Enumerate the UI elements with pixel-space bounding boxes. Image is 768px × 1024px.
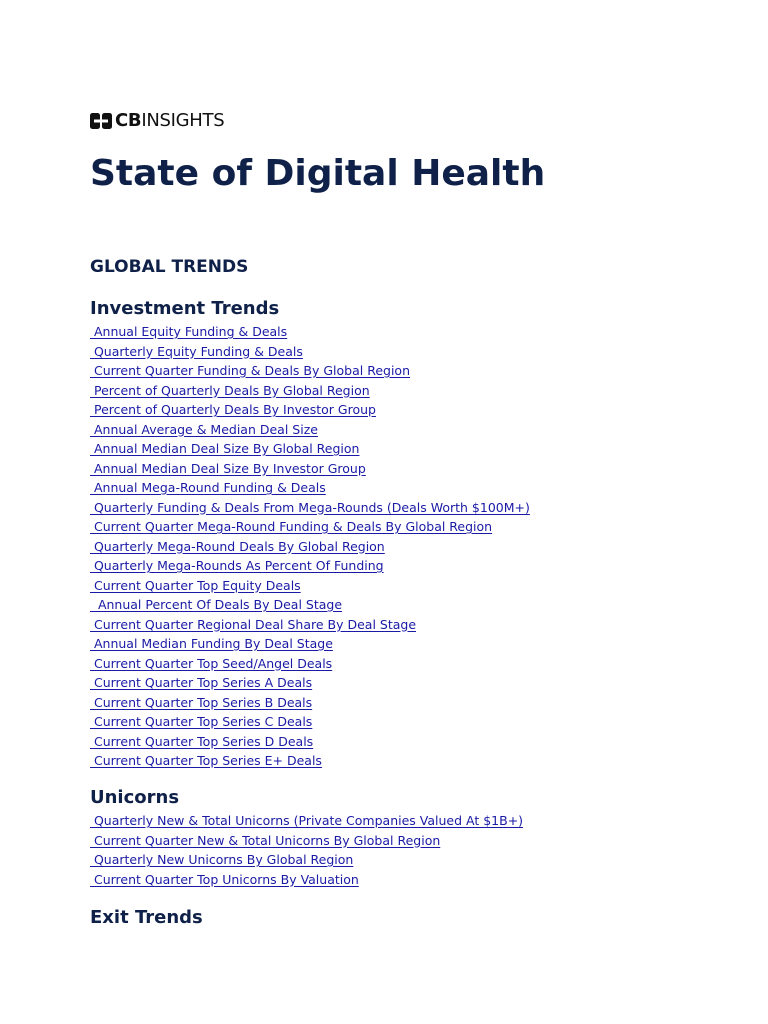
logo-wordmark xyxy=(115,111,224,131)
toc-link[interactable]: Annual Equity Funding & Deals xyxy=(90,324,288,339)
toc-link[interactable]: Percent of Quarterly Deals By Investor Group xyxy=(90,402,376,417)
toc-link[interactable]: Quarterly Equity Funding & Deals xyxy=(90,343,303,359)
toc-link[interactable]: Current Quarter Top Unicorns By Valuation xyxy=(90,871,359,887)
page-title: State of Digital Health xyxy=(90,153,546,194)
list-item xyxy=(90,400,530,420)
list-item xyxy=(90,654,530,674)
toc-link[interactable]: Current Quarter Top Series C Deals xyxy=(90,714,313,729)
list-item xyxy=(90,537,530,557)
list-item xyxy=(90,712,530,732)
toc-link[interactable]: Current Quarter Top Equity Deals xyxy=(90,577,301,593)
list-item xyxy=(90,439,530,459)
list-item xyxy=(90,693,530,713)
toc-link[interactable]: Quarterly Funding & Deals From Mega-Rounds (Deals Worth $100M+) xyxy=(90,499,530,515)
list-item xyxy=(90,420,530,440)
heading-investment-trends: Investment Trends xyxy=(90,298,280,319)
list-item xyxy=(90,595,530,615)
list-item xyxy=(90,576,530,596)
toc-link[interactable]: Quarterly Mega-Rounds As Percent Of Funding xyxy=(90,558,384,573)
list-item xyxy=(90,322,530,342)
list-item xyxy=(90,634,530,654)
list-item xyxy=(90,831,523,851)
toc-link[interactable]: Quarterly Mega-Round Deals By Global Region xyxy=(90,538,385,554)
toc-link[interactable]: Annual Percent Of Deals By Deal Stage xyxy=(90,597,343,612)
toc-link[interactable]: Current Quarter Top Series A Deals xyxy=(90,675,313,690)
list-item xyxy=(90,361,530,381)
toc-link[interactable]: Annual Median Deal Size By Global Region xyxy=(90,441,360,456)
list-item xyxy=(90,478,530,498)
toc-link[interactable]: Annual Average & Median Deal Size xyxy=(90,421,318,437)
cb-logo-icon xyxy=(90,113,112,129)
list-item xyxy=(90,498,530,518)
unicorns-link-list xyxy=(90,811,523,889)
toc-link[interactable]: Current Quarter Top Series D Deals xyxy=(90,733,314,749)
toc-link[interactable]: Annual Median Deal Size By Investor Group xyxy=(90,460,366,476)
list-item xyxy=(90,811,523,831)
toc-link[interactable]: Current Quarter New & Total Unicorns By Global Region xyxy=(90,832,441,848)
list-item xyxy=(90,673,530,693)
logo-wordmark-regular: INSIGHTS xyxy=(141,110,225,131)
list-item xyxy=(90,517,530,537)
toc-link[interactable]: Current Quarter Mega-Round Funding & Deals By Global Region xyxy=(90,519,493,534)
toc-link[interactable]: Current Quarter Top Series B Deals xyxy=(90,694,313,710)
cb-insights-logo xyxy=(90,111,224,131)
list-item xyxy=(90,850,523,870)
logo-wordmark-bold: CB xyxy=(115,110,142,131)
toc-link[interactable]: Annual Mega-Round Funding & Deals xyxy=(90,480,326,495)
toc-link[interactable]: Annual Median Funding By Deal Stage xyxy=(90,636,333,651)
list-item xyxy=(90,459,530,479)
list-item xyxy=(90,342,530,362)
toc-link[interactable]: Current Quarter Regional Deal Share By Deal Stage xyxy=(90,616,417,632)
toc-link[interactable]: Current Quarter Funding & Deals By Global Region xyxy=(90,363,410,378)
list-item xyxy=(90,732,530,752)
list-item xyxy=(90,615,530,635)
heading-exit-trends: Exit Trends xyxy=(90,907,203,928)
toc-link[interactable]: Percent of Quarterly Deals By Global Region xyxy=(90,382,370,398)
toc-link[interactable]: Quarterly New Unicorns By Global Region xyxy=(90,852,354,867)
toc-link[interactable]: Quarterly New & Total Unicorns (Private Companies Valued At $1B+) xyxy=(90,813,524,828)
list-item xyxy=(90,870,523,890)
list-item xyxy=(90,556,530,576)
investment-trends-link-list xyxy=(90,322,530,771)
list-item xyxy=(90,381,530,401)
toc-link[interactable]: Current Quarter Top Series E+ Deals xyxy=(90,753,322,768)
heading-unicorns: Unicorns xyxy=(90,787,180,808)
list-item xyxy=(90,751,530,771)
toc-link[interactable]: Current Quarter Top Seed/Angel Deals xyxy=(90,655,333,671)
section-heading-global-trends: GLOBAL TRENDS xyxy=(90,257,249,277)
